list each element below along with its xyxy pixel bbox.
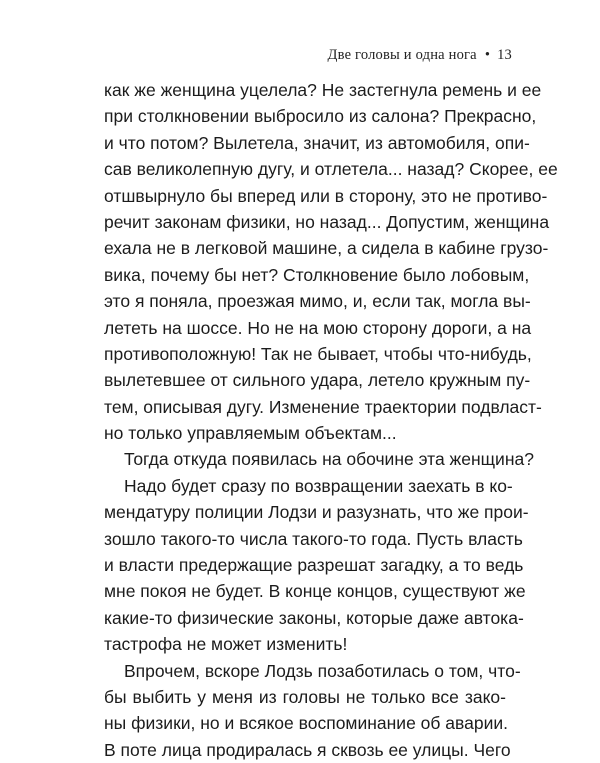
text-line: сав великолепную дугу, и отлетела... назад? Скорее, ее [104, 159, 558, 180]
text-line: ехала не в легковой машине, а сидела в кабине грузо- [104, 238, 549, 259]
text-line: и что потом? Вылетела, значит, из автомобиля, опи- [104, 132, 530, 153]
text-line: мендатуру полиции Лодзи и разузнать, что же прои- [104, 502, 529, 523]
text-line: мне покоя не будет. В конце концов, существуют же [104, 581, 526, 602]
text-line: В поте лица продиралась я сквозь ее улицы. Чего [104, 739, 511, 760]
text-line: лететь на шоссе. Но не на мою сторону дороги, а на [104, 317, 532, 338]
text-line: тастрофа не может изменить! [104, 634, 348, 655]
text-line: но только управляемым объектам... [104, 423, 397, 444]
paragraph-line: Тогда откуда появилась на обочине эта женщина? [124, 449, 534, 470]
text-line: отшвырнуло бы вперед или в сторону, это не противо- [104, 185, 548, 206]
running-head [328, 47, 512, 64]
text-line: тем, описывая дугу. Изменение траектории подвласт- [104, 396, 542, 417]
text-line: зошло такого-то числа такого-то года. Пусть власть [104, 528, 523, 549]
text-line: при столкновении выбросило из салона? Прекрасно, [104, 106, 537, 127]
text-line: бы выбить у меня из головы не только все зако- [104, 686, 506, 707]
text-line: вика, почему бы нет? Столкновение было лобовым, [104, 264, 530, 285]
page-number: 13 [497, 47, 512, 63]
text-line: вылетевшее от сильного удара, летело кружным пу- [104, 370, 531, 391]
text-line: как же женщина уцелела? Не застегнула ремень и ее [104, 80, 542, 100]
text-line: противоположную! Так не бывает, чтобы что-нибудь, [104, 343, 532, 364]
text-line: какие-то физические законы, которые даже автока- [104, 607, 524, 628]
text-line: и власти предержащие разрешат загадку, а то ведь [104, 555, 524, 576]
header-separator: • [484, 47, 491, 63]
paragraph-line: Надо будет сразу по возвращении заехать в ко- [124, 475, 513, 496]
paragraph-line: Впрочем, вскоре Лодзь позаботилась о том, что- [124, 660, 521, 681]
body-text [104, 77, 558, 763]
running-title: Две головы и одна нога [327, 47, 477, 63]
text-line: это я поняла, проезжая мимо, и, если так, могла вы- [104, 291, 531, 312]
text-line: ны физики, но и всякое воспоминание об аварии. [104, 713, 508, 734]
text-line: речит законам физики, но назад... Допустим, женщина [104, 211, 550, 232]
